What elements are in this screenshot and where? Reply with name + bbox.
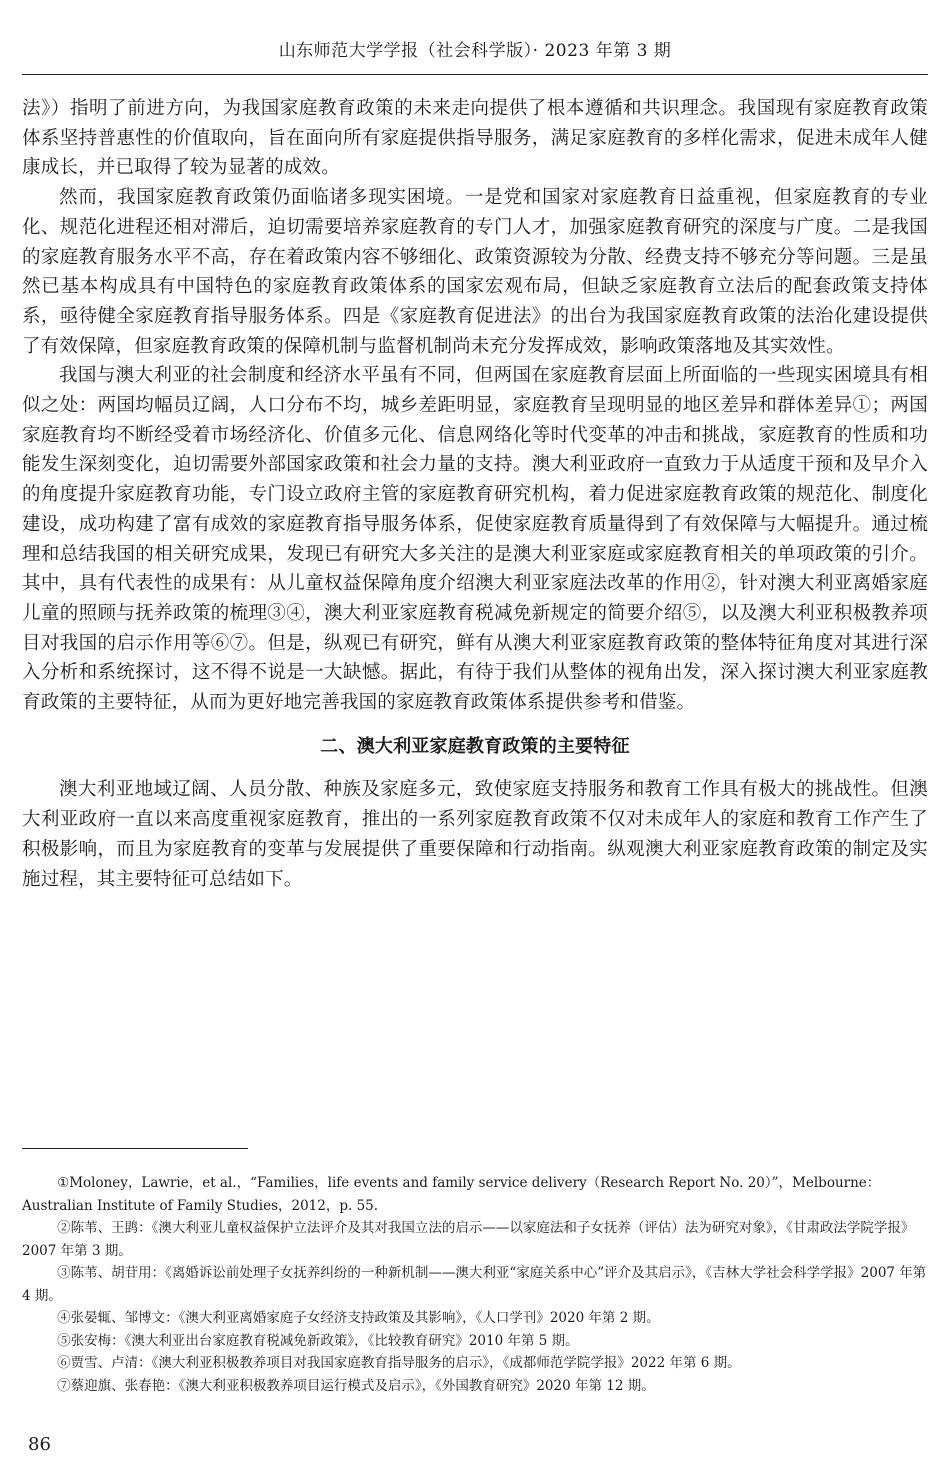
page-number: 86	[28, 1434, 51, 1455]
footnote-rule	[22, 1148, 248, 1149]
section-heading: 二、澳大利亚家庭教育政策的主要特征	[320, 735, 630, 757]
running-header: 山东师范大学学报（社会科学版）· 2023 年第 3 期	[278, 41, 672, 61]
footnote-2: ②陈苇、王鹍：《澳大利亚儿童权益保护立法评介及其对我国立法的启示——以家庭法和子女抚养（评估）法为研究对象》，《甘肃政法学院学报》2007 年第 3 期。	[22, 1220, 915, 1259]
footnote-5: ⑤张安梅：《澳大利亚出台家庭教育税减免新政策》，《比较教育研究》2010 年第 5 期。	[57, 1332, 579, 1349]
header-rule	[22, 74, 928, 75]
footnote-6: ⑥贾雪、卢清：《澳大利亚积极教养项目对我国家庭教育指导服务的启示》，《成都师范学院学报》2022 年第 6 期。	[57, 1355, 741, 1371]
footnote-4: ④张晏辄、邹博文：《澳大利亚离婚家庭子女经济支持政策及其影响》，《人口学刊》2020 年第 2 期。	[57, 1310, 660, 1326]
paragraph-1: 法》）指明了前进方向，为我国家庭教育政策的未来走向提供了根本遵循和共识理念。我国现有家庭教育政策体系坚持普惠性的价值取向，旨在面向所有家庭提供指导服务，满足家庭教育的多样化需求，促进未成年人健康成长，并已取得了较为显著的成效。	[22, 98, 928, 179]
footnote-1: ①Moloney，Lawrie，et al.，“Families，life events and family service delivery（Research Report No. 20）”，Melbourne：Australian Institute of Family Studies，2012，p. 55.	[22, 1175, 881, 1214]
paragraph-3: 我国与澳大利亚的社会制度和经济水平虽有不同，但两国在家庭教育层面上所面临的一些现实困境具有相似之处：两国均幅员辽阔，人口分布不均，城乡差距明显，家庭教育呈现明显的地区差异和群体差异①；两国家庭教育均不断经受着市场经济化、价值多元化、信息网络化等时代变革的冲击和挑战，家庭教育的性质和功能发生深刻变化，迫切需要外部国家政策和社会力量的支持。澳大利亚政府一直致力于从适度干预和及早介入的角度提升家庭教育功能，专门设立政府主管的家庭教育研究机构，着力促进家庭教育政策的规范化、制度化建设，成功构建了富有成效的家庭教育指导服务体系，促使家庭教育质量得到了有效保障与大幅提升。通过梳理和总结我国的相关研究成果，发现已有研究大多关注的是澳大利亚家庭或家庭教育相关的单项政策的引介。其中，具有代表性的成果有：从儿童权益保障角度介绍澳大利亚家庭法改革的作用②，针对澳大利亚离婚家庭儿童的照顾与抚养政策的梳理③④，澳大利亚家庭教育税减免新规定的简要介绍⑤，以及澳大利亚积极教养项目对我国的启示作用等⑥⑦。但是，纵观已有研究，鲜有从澳大利亚家庭教育政策的整体特征角度对其进行深入分析和系统探讨，这不得不说是一大缺憾。据此，有待于我们从整体的视角出发，深入探讨澳大利亚家庭教育政策的主要特征，从而为更好地完善我国的家庭教育政策体系提供参考和借鉴。	[22, 365, 928, 714]
footnotes	[22, 1172, 928, 1397]
footnote-7: ⑦蔡迎旗、张春艳：《澳大利亚积极教养项目运行模式及启示》，《外国教育研究》2020 年第 12 期。	[57, 1377, 655, 1394]
paragraph-2: 然而，我国家庭教育政策仍面临诸多现实困境。一是党和国家对家庭教育日益重视，但家庭教育的专业化、规范化进程还相对滞后，迫切需要培养家庭教育的专门人才，加强家庭教育研究的深度与广度。二是我国的家庭教育服务水平不高，存在着政策内容不够细化、政策资源较为分散、经费支持不够充分等问题。三是虽然已基本构成具有中国特色的家庭教育政策体系的国家宏观布局，但缺乏家庭教育立法后的配套政策支持体系，亟待健全家庭教育指导服务体系。四是《家庭教育促进法》的出台为我国家庭教育政策的法治化建设提供了有效保障，但家庭教育政策的保障机制与监督机制尚未充分发挥成效，影响政策落地及其实效性。	[22, 187, 928, 357]
section-paragraph: 澳大利亚地域辽阔、人员分散、种族及家庭多元，致使家庭支持服务和教育工作具有极大的挑战性。但澳大利亚政府一直以来高度重视家庭教育，推出的一系列家庭教育政策不仅对未成年人的家庭和教育工作产生了积极影响，而且为家庭教育的变革与发展提供了重要保障和行动指南。纵观澳大利亚家庭教育政策的制定及实施过程，其主要特征可总结如下。	[22, 779, 928, 890]
main-text	[22, 94, 928, 894]
footnote-3: ③陈苇、胡苷用：《离婚诉讼前处理子女抚养纠纷的一种新机制——澳大利亚“家庭关系中心”评介及其启示》，《吉林大学社会科学学报》2007 年第 4 期。	[22, 1265, 927, 1304]
